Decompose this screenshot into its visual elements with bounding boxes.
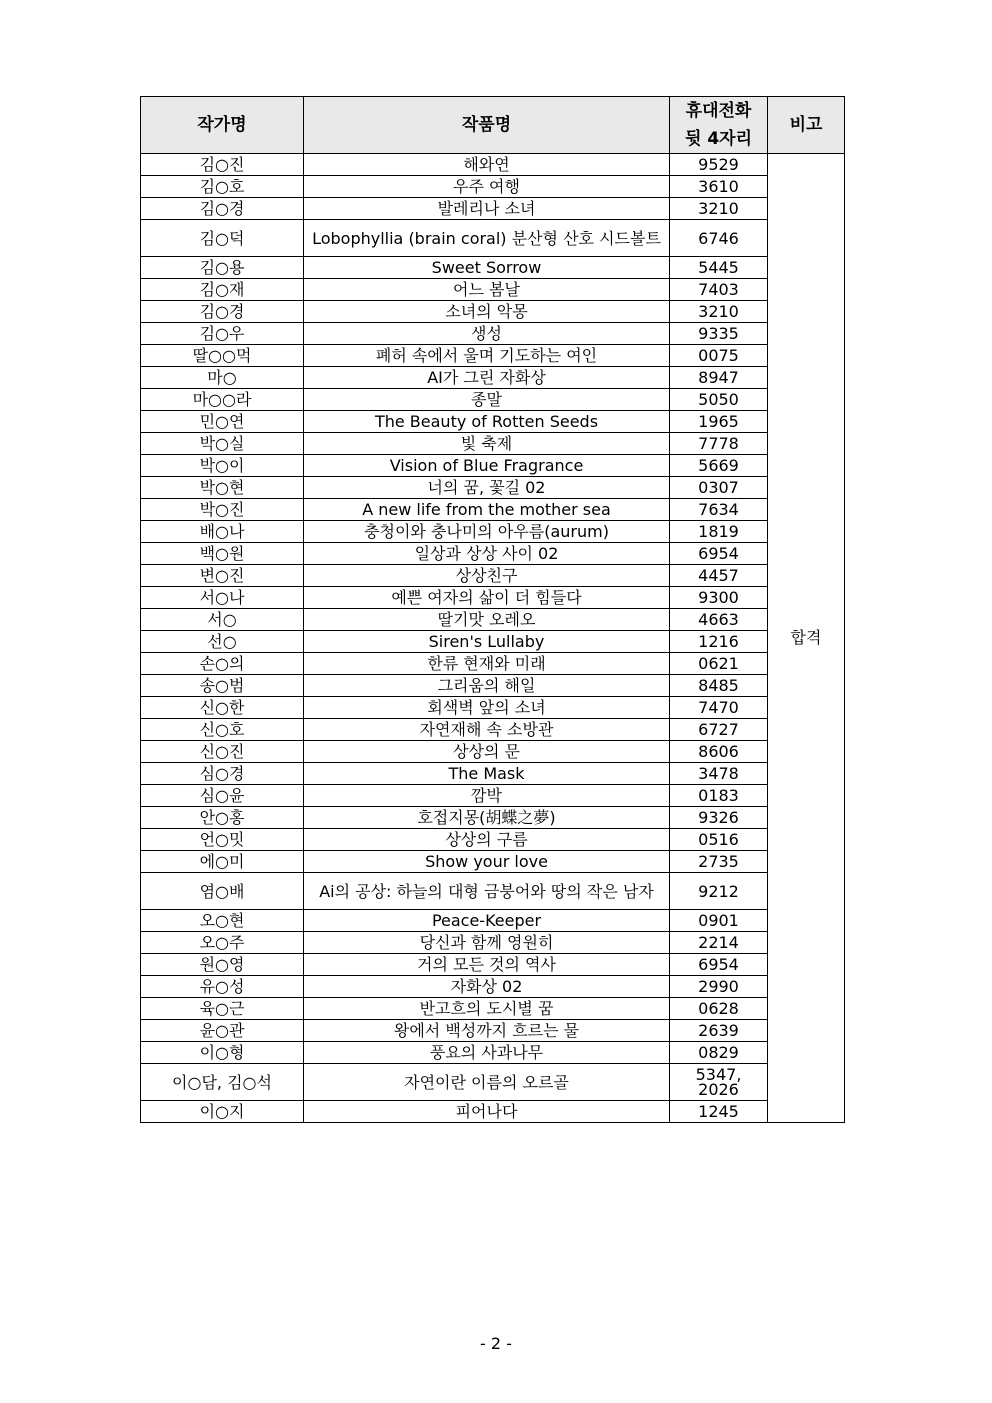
title-cell: 자연재해 속 소방관 (304, 719, 670, 741)
phone-cell: 1245 (670, 1101, 768, 1123)
title-cell: 충청이와 충나미의 아우름(aurum) (304, 521, 670, 543)
table-row (141, 763, 845, 785)
table-row (141, 1042, 845, 1064)
header-title: 작품명 (304, 97, 670, 154)
phone-cell: 2639 (670, 1020, 768, 1042)
artist-cell: 변○진 (141, 565, 304, 587)
artist-cell: 김○진 (141, 154, 304, 176)
artist-cell: 언○밋 (141, 829, 304, 851)
phone-cell: 6954 (670, 954, 768, 976)
artist-cell: 오○주 (141, 932, 304, 954)
artist-cell: 심○경 (141, 763, 304, 785)
page-number: - 2 - (480, 1334, 512, 1353)
phone-cell: 6727 (670, 719, 768, 741)
artist-cell: 김○호 (141, 176, 304, 198)
phone-cell: 7634 (670, 499, 768, 521)
artist-cell: 김○용 (141, 257, 304, 279)
title-cell: Ai의 공상: 하늘의 대형 금붕어와 땅의 작은 남자 (304, 873, 670, 910)
table-row (141, 455, 845, 477)
table-row (141, 257, 845, 279)
artist-cell: 서○ (141, 609, 304, 631)
title-cell: Show your love (304, 851, 670, 873)
table-row (141, 433, 845, 455)
table-row (141, 719, 845, 741)
title-cell: A new life from the mother sea (304, 499, 670, 521)
header-note: 비고 (768, 97, 845, 154)
artist-cell: 심○윤 (141, 785, 304, 807)
table-row (141, 954, 845, 976)
title-cell: 호접지몽(胡蝶之夢) (304, 807, 670, 829)
title-cell: Vision of Blue Fragrance (304, 455, 670, 477)
table-row (141, 198, 845, 220)
table-row (141, 741, 845, 763)
table-row (141, 609, 845, 631)
table-row (141, 154, 845, 176)
title-cell: 상상의 구름 (304, 829, 670, 851)
title-cell: 왕에서 백성까지 흐르는 물 (304, 1020, 670, 1042)
phone-cell: 9326 (670, 807, 768, 829)
artist-cell: 김○재 (141, 279, 304, 301)
phone-cell: 8606 (670, 741, 768, 763)
title-cell: 생성 (304, 323, 670, 345)
title-cell: 우주 여행 (304, 176, 670, 198)
title-cell: 상상의 문 (304, 741, 670, 763)
artist-cell: 손○의 (141, 653, 304, 675)
note-cell: 합격 (768, 154, 845, 1123)
title-cell: 반고흐의 도시별 꿈 (304, 998, 670, 1020)
phone-cell: 9212 (670, 873, 768, 910)
table-row (141, 367, 845, 389)
phone-cell: 0829 (670, 1042, 768, 1064)
results-table (140, 96, 845, 1123)
phone-cell: 9335 (670, 323, 768, 345)
title-cell: 빛 축제 (304, 433, 670, 455)
title-cell: 일상과 상상 사이 02 (304, 543, 670, 565)
artist-cell: 백○원 (141, 543, 304, 565)
table-row (141, 176, 845, 198)
title-cell: 해와연 (304, 154, 670, 176)
phone-cell: 5669 (670, 455, 768, 477)
table-row (141, 279, 845, 301)
title-cell: 당신과 함께 영원히 (304, 932, 670, 954)
table-row (141, 565, 845, 587)
title-cell: 예쁜 여자의 삶이 더 힘들다 (304, 587, 670, 609)
table-row (141, 323, 845, 345)
artist-cell: 신○한 (141, 697, 304, 719)
phone-cell: 7778 (670, 433, 768, 455)
artist-cell: 마○○라 (141, 389, 304, 411)
title-cell: 한류 현재와 미래 (304, 653, 670, 675)
artist-cell: 이○형 (141, 1042, 304, 1064)
artist-cell: 유○성 (141, 976, 304, 998)
title-cell: 풍요의 사과나무 (304, 1042, 670, 1064)
phone-cell: 6954 (670, 543, 768, 565)
phone-cell: 0516 (670, 829, 768, 851)
artist-cell: 신○진 (141, 741, 304, 763)
phone-cell: 9529 (670, 154, 768, 176)
table-row (141, 785, 845, 807)
artist-cell: 안○홍 (141, 807, 304, 829)
title-cell: 너의 꿈, 꽃길 02 (304, 477, 670, 499)
phone-cell: 3210 (670, 301, 768, 323)
table-row (141, 829, 845, 851)
artist-cell: 에○미 (141, 851, 304, 873)
title-cell: 어느 봄날 (304, 279, 670, 301)
artist-cell: 신○호 (141, 719, 304, 741)
phone-cell: 7403 (670, 279, 768, 301)
table-row (141, 873, 845, 910)
table-row (141, 587, 845, 609)
table-row (141, 851, 845, 873)
table-row (141, 976, 845, 998)
artist-cell: 박○이 (141, 455, 304, 477)
phone-cell: 0901 (670, 910, 768, 932)
title-cell: Sweet Sorrow (304, 257, 670, 279)
table-row (141, 345, 845, 367)
table-row (141, 910, 845, 932)
title-cell: AI가 그린 자화상 (304, 367, 670, 389)
artist-cell: 민○연 (141, 411, 304, 433)
artist-cell: 딸○○먹 (141, 345, 304, 367)
title-cell: The Beauty of Rotten Seeds (304, 411, 670, 433)
title-cell: 폐허 속에서 울며 기도하는 여인 (304, 345, 670, 367)
table-row (141, 631, 845, 653)
phone-cell: 3610 (670, 176, 768, 198)
table-row (141, 389, 845, 411)
artist-cell: 오○현 (141, 910, 304, 932)
phone-cell: 0075 (670, 345, 768, 367)
title-cell: 발레리나 소녀 (304, 198, 670, 220)
title-cell: 깜박 (304, 785, 670, 807)
title-cell: Lobophyllia (brain coral) 분산형 산호 시드볼트 (304, 220, 670, 257)
table-row (141, 998, 845, 1020)
title-cell: The Mask (304, 763, 670, 785)
table-row (141, 411, 845, 433)
title-cell: 그리움의 해일 (304, 675, 670, 697)
table-row (141, 932, 845, 954)
table-row (141, 1020, 845, 1042)
artist-cell: 김○경 (141, 198, 304, 220)
phone-cell: 2214 (670, 932, 768, 954)
phone-cell: 4457 (670, 565, 768, 587)
phone-cell: 6746 (670, 220, 768, 257)
artist-cell: 원○영 (141, 954, 304, 976)
title-cell: 소녀의 악몽 (304, 301, 670, 323)
phone-cell: 2735 (670, 851, 768, 873)
table-row (141, 675, 845, 697)
header-artist: 작가명 (141, 97, 304, 154)
header-phone-line2: 뒷 4자리 (684, 129, 752, 149)
header-phone (670, 97, 768, 154)
artist-cell: 서○나 (141, 587, 304, 609)
phone-cell: 1819 (670, 521, 768, 543)
phone-cell: 4663 (670, 609, 768, 631)
title-cell: 딸기맛 오레오 (304, 609, 670, 631)
phone-cell: 3478 (670, 763, 768, 785)
title-cell: 자연이란 이름의 오르골 (304, 1064, 670, 1101)
table-body (141, 154, 845, 1123)
phone-cell: 2990 (670, 976, 768, 998)
phone-cell: 9300 (670, 587, 768, 609)
artist-cell: 염○배 (141, 873, 304, 910)
artist-cell: 배○나 (141, 521, 304, 543)
artist-cell: 김○덕 (141, 220, 304, 257)
phone-cell: 5050 (670, 389, 768, 411)
table-row (141, 477, 845, 499)
table-row (141, 301, 845, 323)
table-row (141, 521, 845, 543)
artist-cell: 이○담, 김○석 (141, 1064, 304, 1101)
phone-cell: 8947 (670, 367, 768, 389)
artist-cell: 김○경 (141, 301, 304, 323)
phone-cell: 7470 (670, 697, 768, 719)
header-phone-line1: 휴대전화 (685, 101, 752, 121)
table-row (141, 543, 845, 565)
title-cell: 피어나다 (304, 1101, 670, 1123)
phone-cell: 0307 (670, 477, 768, 499)
table-row (141, 653, 845, 675)
artist-cell: 박○실 (141, 433, 304, 455)
artist-cell: 윤○관 (141, 1020, 304, 1042)
artist-cell: 선○ (141, 631, 304, 653)
title-cell: Siren's Lullaby (304, 631, 670, 653)
phone-cell: 1965 (670, 411, 768, 433)
title-cell: 종말 (304, 389, 670, 411)
phone-cell: 5347, 2026 (670, 1064, 768, 1101)
phone-cell: 0183 (670, 785, 768, 807)
artist-cell: 박○진 (141, 499, 304, 521)
artist-cell: 육○근 (141, 998, 304, 1020)
artist-cell: 마○ (141, 367, 304, 389)
artist-cell: 김○우 (141, 323, 304, 345)
table-row (141, 499, 845, 521)
title-cell: 상상친구 (304, 565, 670, 587)
title-cell: 거의 모든 것의 역사 (304, 954, 670, 976)
phone-cell: 8485 (670, 675, 768, 697)
table-row (141, 697, 845, 719)
artist-cell: 박○현 (141, 477, 304, 499)
phone-cell: 0621 (670, 653, 768, 675)
artist-cell: 송○범 (141, 675, 304, 697)
table-row (141, 807, 845, 829)
phone-cell: 1216 (670, 631, 768, 653)
title-cell: 회색벽 앞의 소녀 (304, 697, 670, 719)
title-cell: Peace-Keeper (304, 910, 670, 932)
artist-cell: 이○지 (141, 1101, 304, 1123)
table-header-row (141, 97, 845, 154)
table-row (141, 1101, 845, 1123)
phone-cell: 0628 (670, 998, 768, 1020)
table-row (141, 220, 845, 257)
table-row (141, 1064, 845, 1101)
phone-cell: 5445 (670, 257, 768, 279)
title-cell: 자화상 02 (304, 976, 670, 998)
phone-cell: 3210 (670, 198, 768, 220)
